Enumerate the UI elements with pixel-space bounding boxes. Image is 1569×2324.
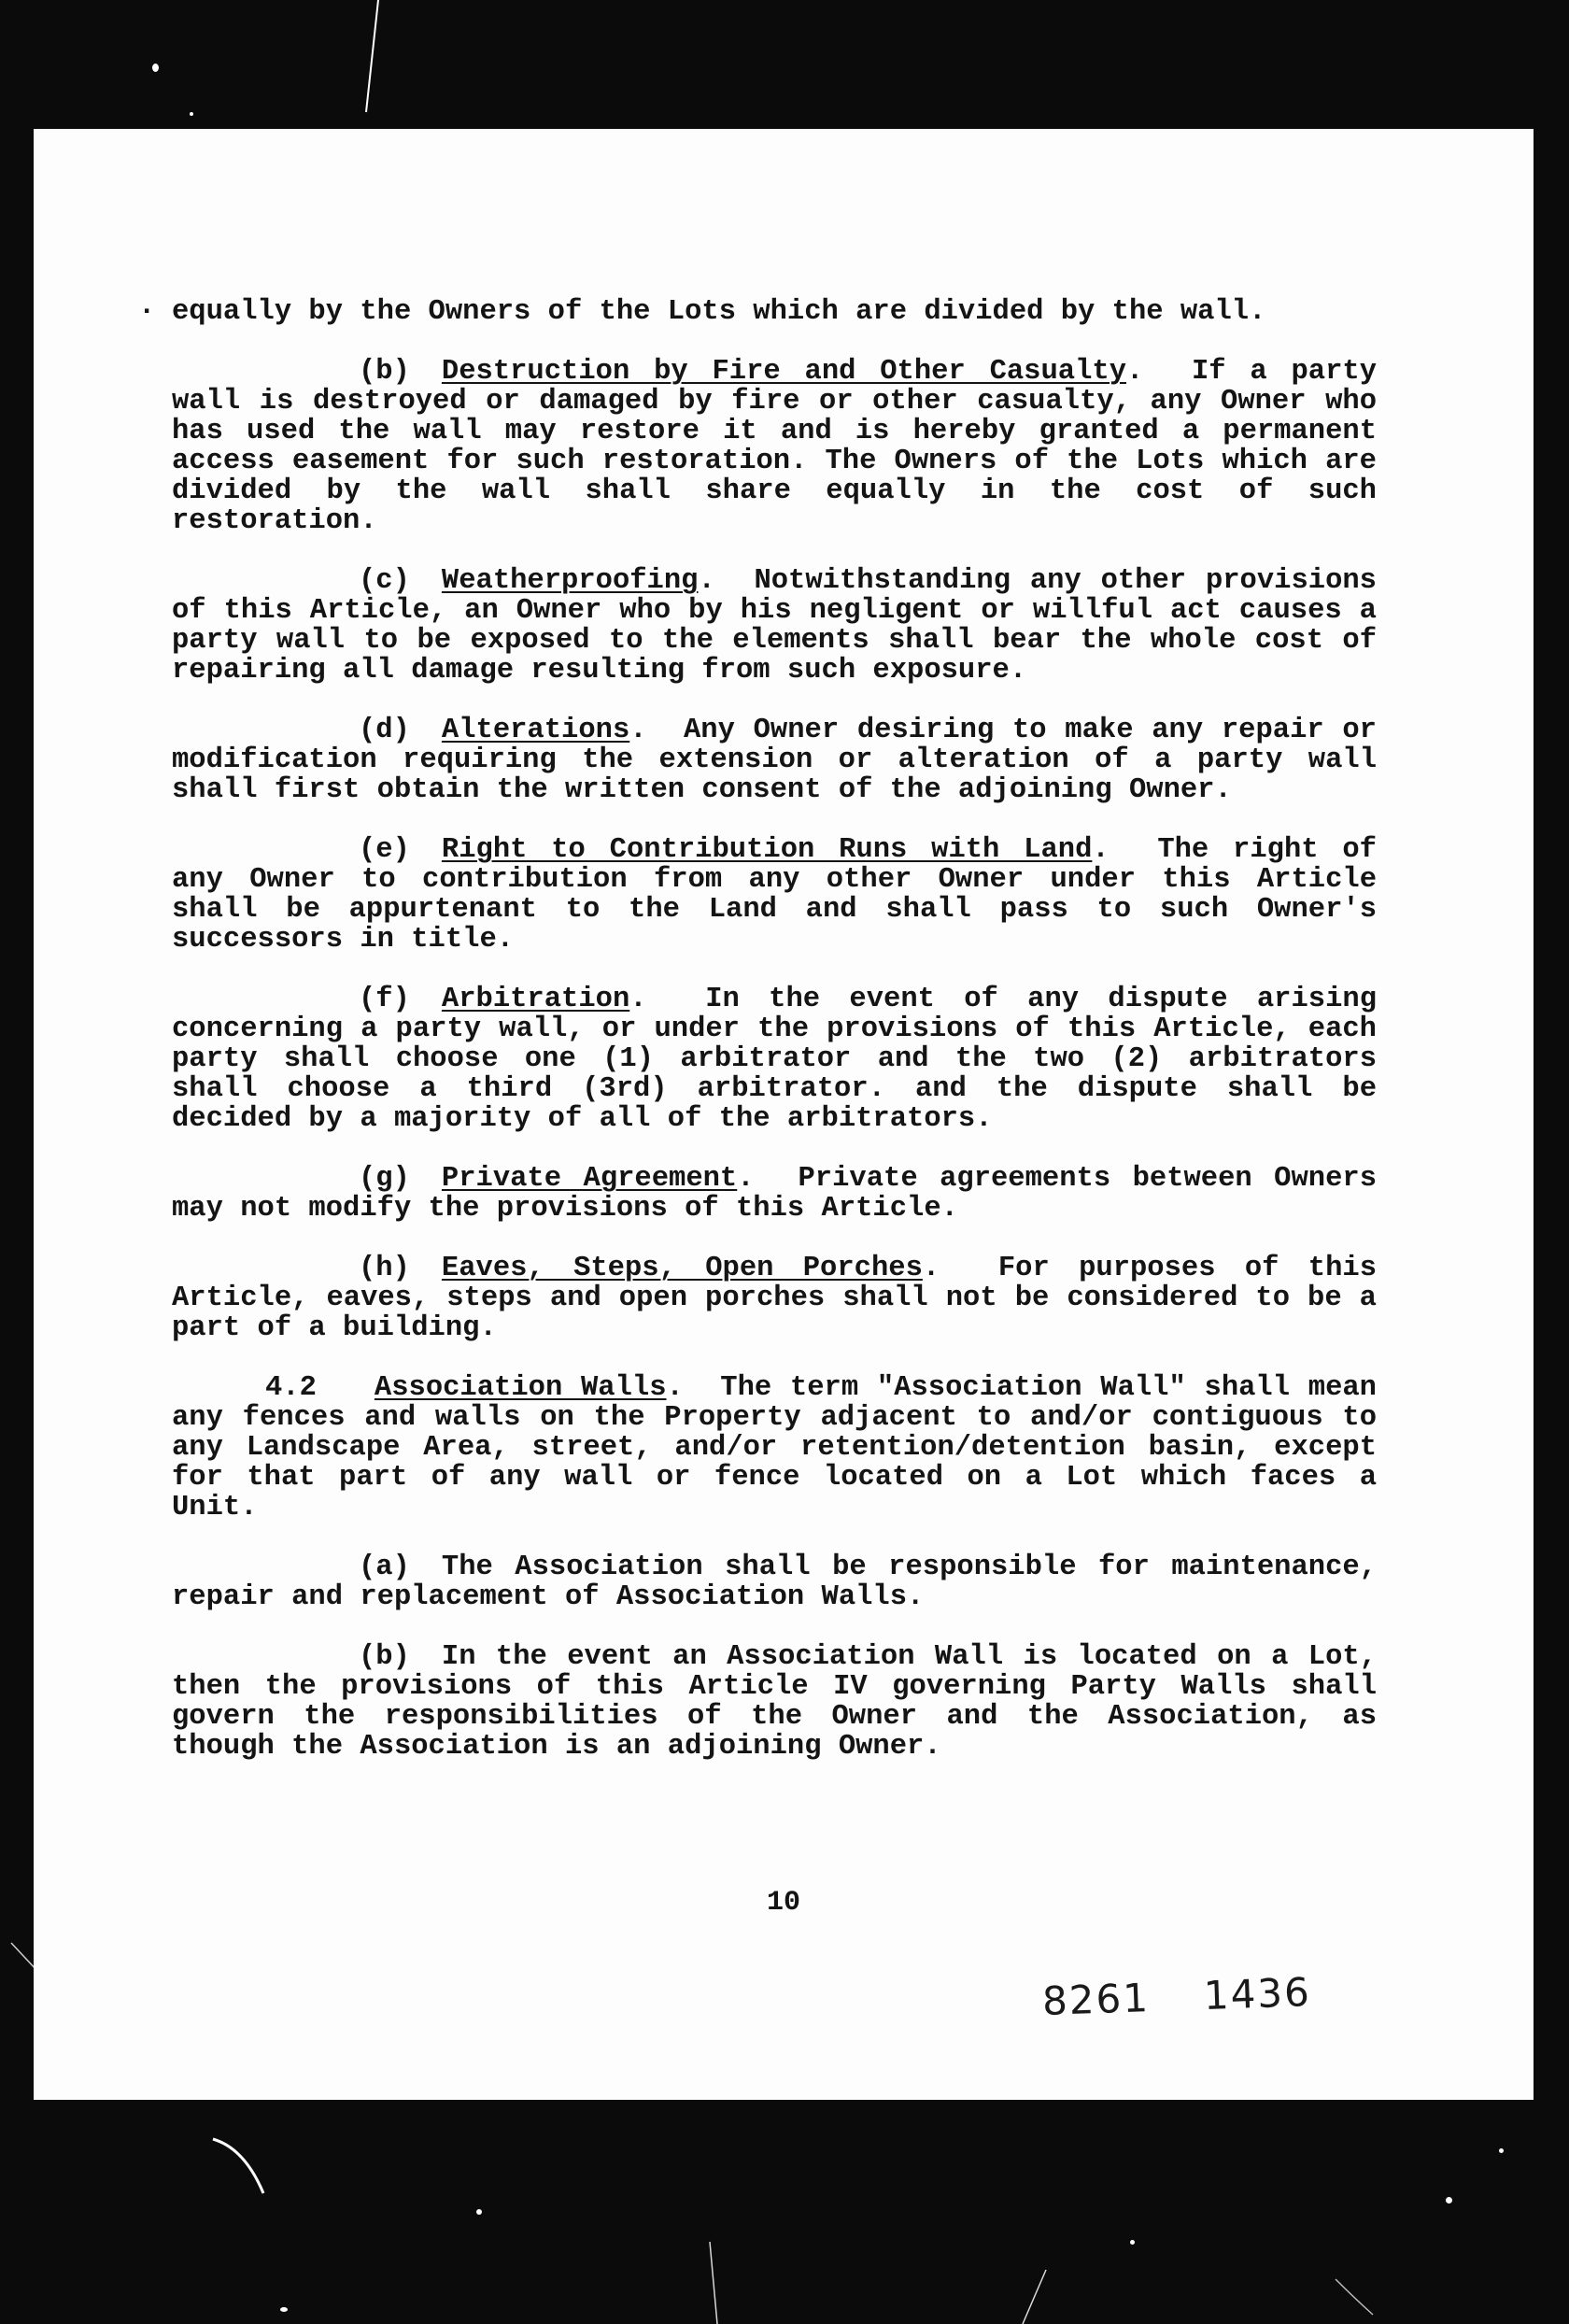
section-text: The term "Association Wall" shall mean any fences and walls on the Property adjacent to and/or contiguous to any Landscape Area, street, and/or retention/detention basin, except for that part of any wall or fence located on a Lot which faces a Unit. — [172, 1372, 1377, 1523]
paragraph-label: (b) — [359, 356, 410, 388]
paragraph-label: (e) — [359, 834, 410, 866]
paragraph-label: (g) — [359, 1163, 410, 1195]
paragraph-label: (a) — [359, 1552, 410, 1583]
sub-paragraph-a — [172, 1552, 1377, 1612]
paragraph-text: For purposes of this Article, eaves, steps and open porches shall not be considered to be a part of a building. — [172, 1253, 1377, 1344]
paragraph-label: (f) — [359, 984, 410, 1015]
paragraph-label: (b) — [359, 1641, 410, 1673]
document-page — [34, 129, 1534, 2100]
sub-paragraph-b — [172, 1642, 1377, 1762]
paragraph-heading: Eaves, Steps, Open Porches — [441, 1253, 923, 1284]
scan-speck — [1446, 2197, 1452, 2204]
paragraph-e-right-to-contribution: (e) Right to Contribution Runs with Land. The right of any Owner to contribution from any other Owner under this Article shall be appurtenant to the Land and shall pass to such Owner's successors in title. — [172, 834, 1377, 956]
continuation-line: · equally by the Owners of the Lots which are divided by the wall. — [138, 296, 1266, 328]
scan-speck — [152, 64, 159, 72]
paragraph-heading: Private Agreement — [441, 1163, 738, 1195]
scan-speck — [190, 112, 193, 116]
paragraph-label: (d) — [359, 715, 410, 746]
paragraph-heading: Right to Contribution Runs with Land — [441, 834, 1093, 866]
paragraph-heading: Arbitration — [441, 984, 630, 1015]
paragraph-h-eaves-steps-porches: (h) Eaves, Steps, Open Porches. For purposes of this Article, eaves, steps and open porches shall not be considered to be a part of a building. — [172, 1253, 1377, 1344]
scan-speck — [476, 2209, 482, 2215]
section-number: 4.2 — [265, 1372, 317, 1404]
paragraph-label: (c) — [359, 565, 410, 597]
margin-dot: · — [138, 296, 156, 328]
paragraph-text: Any Owner desiring to make any repair or modification requiring the extension or alteration of a party wall shall first obtain the written consent of the adjoining Owner. — [172, 715, 1377, 806]
paragraph-text: Notwithstanding any other provisions of this Article, an Owner who by his negligent or willful act causes a party wall to be exposed to the elements shall bear the whole cost of repairing all damage resulting from such exposure. — [172, 565, 1377, 687]
paragraph-c-weatherproofing: (c) Weatherproofing. Notwithstanding any other provisions of this Article, an Owner who by his negligent or willful act causes a party wall to be exposed to the elements shall bear the whole cost of repairing all damage resulting from such exposure. — [172, 565, 1377, 687]
paragraph-text: In the event of any dispute arising concerning a party wall, or under the provisions of this Article, each party shall choose one (1) arbitrator and the two (2) arbitrators shall choose a third (3rd) arbitrator. and the dispute shall be decided by a majority of all of the arbitrators. — [172, 984, 1377, 1135]
paragraph-b-destruction: (b) Destruction by Fire and Other Casualty. If a party wall is destroyed or damaged by fire or other casualty, any Owner who has used the wall may restore it and is hereby granted a permanent access easement for such restoration. The Owners of the Lots which are divided by the wall shall share equally in the cost of such restoration. — [172, 356, 1377, 537]
paragraph-text: In the event an Association Wall is located on a Lot, then the provisions of this Article IV governing Party Walls shall govern the responsibilities of the Owner and the Association, as though the Association is an adjoining Owner. — [172, 1641, 1377, 1763]
paragraph-text: Private agreements between Owners may not modify the provisions of this Article. — [172, 1163, 1377, 1225]
section-4-2-association-walls: 4.2 Association Walls. The term "Association Wall" shall mean any fences and walls on the Property adjacent to and/or contiguous to any Landscape Area, street, and/or retention/detention basin, except for that part of any wall or fence located on a Lot which faces a Unit. — [172, 1372, 1377, 1523]
paragraph-f-arbitration: (f) Arbitration. In the event of any dispute arising concerning a party wall, or under the provisions of this Article, each party shall choose one (1) arbitrator and the two (2) arbitrators shall choose a third (3rd) arbitrator. and the dispute shall be decided by a majority of all of the arbitrators. — [172, 984, 1377, 1135]
recording-stamp — [1041, 1969, 1311, 2024]
paragraph-heading: Alterations — [441, 715, 630, 746]
scan-speck — [280, 2307, 288, 2312]
paragraph-text: The Association shall be responsible for maintenance, repair and replacement of Association Walls. — [172, 1552, 1377, 1613]
paragraph-label: (h) — [359, 1253, 410, 1284]
scan-speck — [1499, 2148, 1504, 2153]
paragraph-g-private-agreement: (g) Private Agreement. Private agreements between Owners may not modify the provisions of this Article. — [172, 1163, 1377, 1225]
section-heading: Association Walls — [374, 1372, 667, 1404]
document-body — [138, 296, 1377, 1792]
book-page-number: 1436 — [1203, 1968, 1312, 2019]
paragraph-text: If a party wall is destroyed or damaged by fire or other casualty, any Owner who has used the wall may restore it and is hereby granted a permanent access easement for such restoration. The Owners of the Lots which are divided by the wall shall share equally in the cost of such restoration. — [172, 356, 1377, 537]
book-number: 8261 — [1041, 1975, 1151, 2025]
paragraph-heading: Weatherproofing — [441, 565, 699, 597]
paragraph-heading: Destruction by Fire and Other Casualty — [441, 356, 1126, 388]
page-number: 10 — [766, 1887, 800, 1919]
paragraph-text: The right of any Owner to contribution from any other Owner under this Article shall be appurtenant to the Land and shall pass to such Owner's successors in title. — [172, 834, 1377, 956]
paragraph-d-alterations: (d) Alterations. Any Owner desiring to make any repair or modification requiring the extension or alteration of a party wall shall first obtain the written consent of the adjoining Owner. — [172, 715, 1377, 806]
scan-speck — [1130, 2240, 1135, 2245]
